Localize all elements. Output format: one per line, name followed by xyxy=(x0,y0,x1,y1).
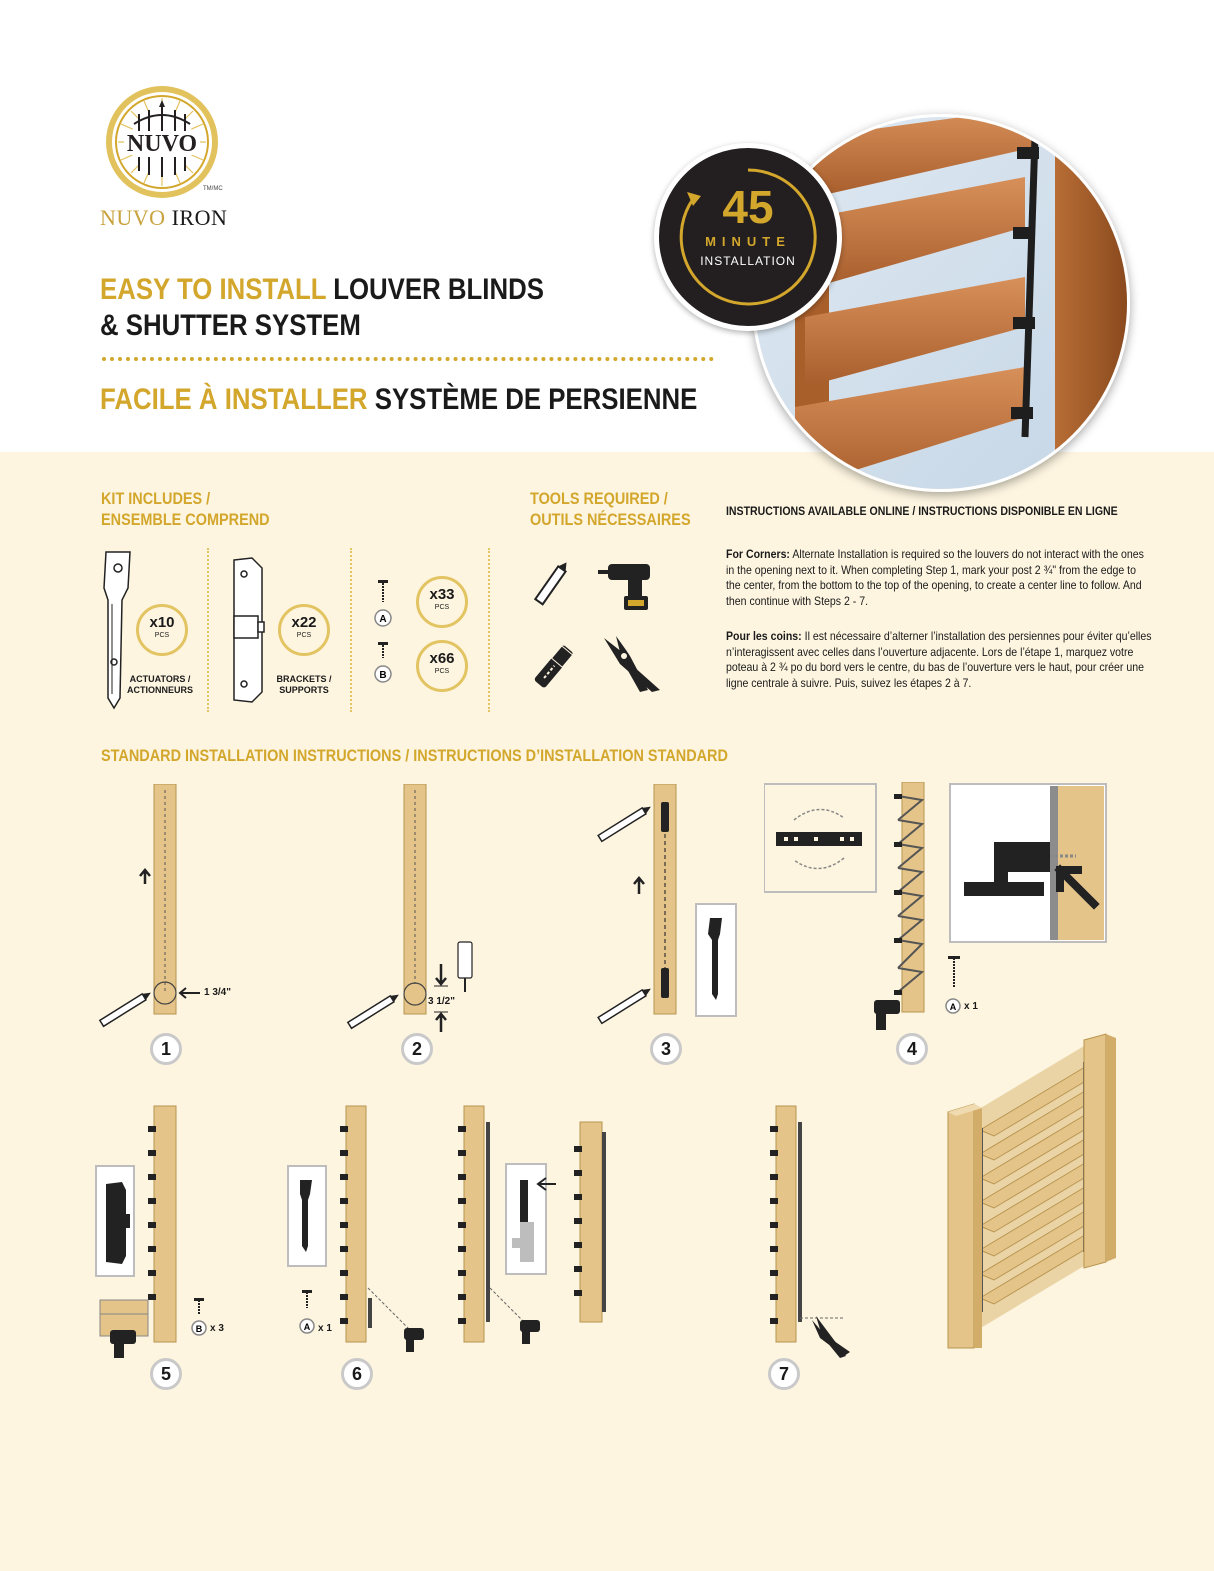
step-2-illustration xyxy=(344,784,494,1032)
step-5-qty: x 3 xyxy=(210,1323,224,1334)
kit-separator-3 xyxy=(488,548,490,712)
actuators-label: ACTUATORS / ACTIONNEURS xyxy=(126,674,193,695)
brackets-label: BRACKETS / SUPPORTS xyxy=(276,674,332,695)
step-7-illustration xyxy=(764,1102,864,1370)
badge-unit: MINUTE xyxy=(705,234,791,249)
step-4-number: 4 xyxy=(896,1033,928,1065)
title-en-line2: & SHUTTER SYSTEM xyxy=(100,309,361,342)
instructions-online: INSTRUCTIONS AVAILABLE ONLINE / INSTRUCTIONS DISPONIBLE EN LIGNE xyxy=(726,504,1118,518)
bracket-icon xyxy=(228,554,268,706)
kit-title-line1: KIT INCLUDES / xyxy=(101,489,211,508)
svg-text:B: B xyxy=(195,1324,203,1334)
step-5-number: 5 xyxy=(150,1358,182,1390)
tools-title xyxy=(530,488,691,530)
screw-b-qty: x66 PCS xyxy=(416,640,468,692)
time-badge xyxy=(654,143,842,331)
svg-text:A: A xyxy=(303,1322,311,1332)
actuators-qty: x10 PCS xyxy=(136,604,188,656)
title-en-highlight: EASY TO INSTALL xyxy=(100,273,327,306)
brand-name-second: IRON xyxy=(171,205,228,230)
step-3-illustration xyxy=(594,784,744,1032)
title-divider xyxy=(102,357,714,361)
step-6-illustration xyxy=(284,1102,624,1370)
coins-text: Il est nécessaire d’alterner l’installation des persiennes pour éviter qu’elles n’interagissent avec celles dans l’ouverture adjacente. Lors de l’étape 1, marquez votre poteau à 2 ¾ po du bord vers le centre, du bas de l’ouverture vers le haut, pour créer une ligne centrale à suivre. Puis, suivez les étapes 2 à 7. xyxy=(726,629,1152,690)
title-en-line1 xyxy=(100,272,544,308)
step-2-number: 2 xyxy=(401,1033,433,1065)
step-3-number: 3 xyxy=(650,1033,682,1065)
corners-paragraph xyxy=(726,547,1153,609)
step-2-measure: 3 1/2" xyxy=(428,996,455,1007)
coins-label: Pour les coins: xyxy=(726,629,802,643)
step-1-number: 1 xyxy=(150,1033,182,1065)
step-6-number: 6 xyxy=(341,1358,373,1390)
badge-number: 45 xyxy=(722,181,774,233)
badge-label: INSTALLATION xyxy=(700,254,796,268)
tools-title-line2: OUTILS NÉCESSAIRES xyxy=(530,510,691,529)
step-7-number: 7 xyxy=(768,1358,800,1390)
step-4-qty: x 1 xyxy=(964,1001,978,1012)
title-fr xyxy=(100,382,697,418)
svg-text:A: A xyxy=(379,614,387,625)
step-1-measure: 1 3/4" xyxy=(204,987,231,998)
svg-text:B: B xyxy=(379,670,387,681)
kit-separator-2 xyxy=(350,548,352,712)
screw-a-icon xyxy=(372,580,394,628)
nuvo-logo-emblem xyxy=(104,84,220,200)
coins-paragraph xyxy=(726,629,1153,691)
corners-text: Alternate Installation is required so the louvers do not interact with the ones in the opening next to it. When completing Step 1, mark your post 2 ¾" from the edge to the center, from the bottom to the top of the opening, to create a center line to follow. And then continue with Steps 2 - 7. xyxy=(726,547,1144,608)
pencil-icon xyxy=(528,556,576,612)
step-6-qty: x 1 xyxy=(318,1323,332,1334)
screw-a-qty: x33 PCS xyxy=(416,576,468,628)
step-4-illustration xyxy=(764,782,1110,1038)
kit-separator-1 xyxy=(207,548,209,712)
corners-label: For Corners: xyxy=(726,547,790,561)
brand-name-first: NUVO xyxy=(100,205,166,230)
tools-title-line1: TOOLS REQUIRED / xyxy=(530,489,668,508)
title-en-rest: LOUVER BLINDS xyxy=(333,273,544,306)
brand-name xyxy=(100,205,227,231)
step-1-illustration xyxy=(96,784,256,1032)
brackets-qty: x22 PCS xyxy=(278,604,330,656)
title-fr-rest: SYSTÈME DE PERSIENNE xyxy=(374,383,698,416)
kit-title xyxy=(101,488,270,530)
svg-text:NUVO: NUVO xyxy=(126,131,198,157)
standard-title: STANDARD INSTALLATION INSTRUCTIONS / INSTRUCTIONS D’INSTALLATION STANDARD xyxy=(101,746,728,765)
finished-louver-panel xyxy=(944,1032,1120,1350)
drill-icon xyxy=(598,560,662,612)
pliers-icon xyxy=(600,634,666,696)
trademark: TM/MC xyxy=(203,186,223,192)
kit-title-line2: ENSEMBLE COMPREND xyxy=(101,510,270,529)
title-fr-highlight: FACILE À INSTALLER xyxy=(100,383,368,416)
svg-text:A: A xyxy=(949,1002,957,1012)
screw-b-icon xyxy=(372,642,394,684)
marker-icon xyxy=(528,634,582,696)
